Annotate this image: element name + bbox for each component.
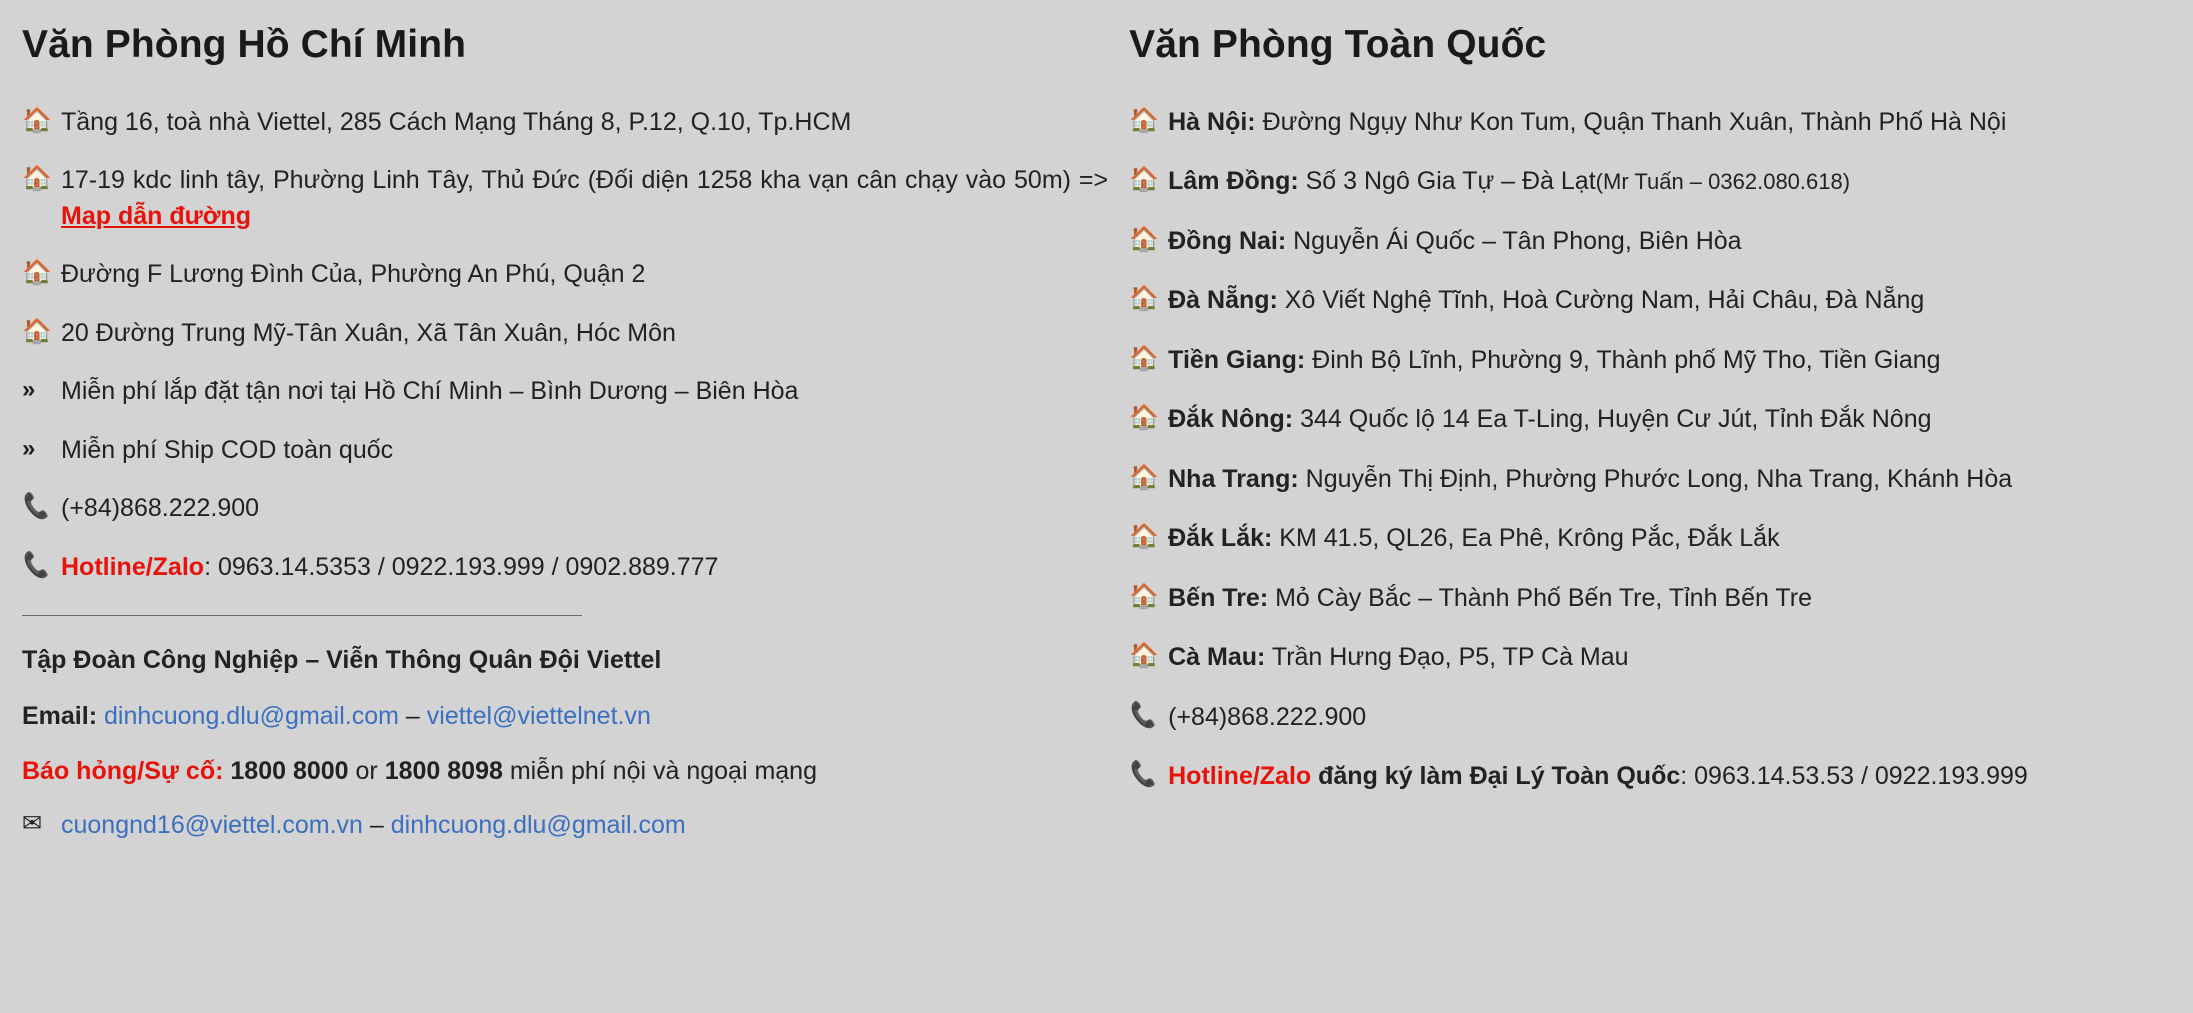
fault-label: Báo hỏng/Sự cố: — [22, 756, 224, 785]
address-row — [22, 163, 1108, 234]
national-office-column — [1128, 22, 2163, 1013]
map-direction-link[interactable]: Map dẫn đường — [61, 201, 252, 230]
branch-address: Nguyễn Ái Quốc – Tân Phong, Biên Hòa — [1286, 226, 1742, 255]
phone-row — [22, 491, 1108, 527]
branch-address: Đinh Bộ Lĩnh, Phường 9, Thành phố Mỹ Tho, Tiền Giang — [1305, 345, 1941, 374]
branch-name: Đà Nẵng: — [1168, 286, 1278, 315]
branch-address: Xô Viết Nghệ Tĩnh, Hoà Cường Nam, Hải Châu, Đà Nẵng — [1277, 286, 1925, 315]
branch-name: Đồng Nai: — [1168, 226, 1287, 255]
branch-row — [1129, 402, 2163, 438]
branch-text — [1168, 283, 2163, 319]
home-icon: 🏠 — [22, 165, 52, 193]
email-link-1[interactable]: dinhcuong.dlu@gmail.com — [103, 701, 399, 730]
home-icon: 🏠 — [1129, 523, 1160, 551]
branch-row — [1129, 283, 2163, 319]
branch-text — [1168, 343, 2163, 379]
hcm-office-column — [22, 22, 1128, 1013]
home-icon: 🏠 — [22, 317, 52, 345]
home-icon: 🏠 — [1129, 166, 1160, 194]
hotline-numbers[interactable]: 0963.14.5353 / 0922.193.999 / 0902.889.777 — [217, 552, 719, 581]
branch-row — [1129, 581, 2163, 617]
branch-name: Nha Trang: — [1168, 464, 1299, 493]
home-icon: 🏠 — [1129, 463, 1160, 491]
mail-link-2[interactable]: dinhcuong.dlu@gmail.com — [390, 811, 686, 840]
hotline-row — [1129, 759, 2163, 795]
phone-icon: 📞 — [20, 549, 53, 580]
branch-text — [1168, 402, 2163, 438]
branch-name: Hà Nội: — [1168, 107, 1256, 136]
address-text: Đường F Lương Đình Của, Phường An Phú, Quận 2 — [61, 260, 646, 289]
branch-address: Nguyễn Thị Định, Phường Phước Long, Nha Trang, Khánh Hòa — [1298, 464, 2013, 493]
address-row — [22, 316, 1108, 352]
branch-text — [1168, 164, 2163, 200]
email-link-2[interactable]: viettel@viettelnet.vn — [426, 701, 651, 730]
bullet-row — [22, 374, 1108, 410]
mail-links — [61, 808, 1108, 844]
hotline-separator: : — [1680, 762, 1695, 791]
branch-address: Mỏ Cày Bắc – Thành Phố Bến Tre, Tỉnh Bến Tre — [1268, 583, 1812, 612]
branch-address: Trần Hưng Đạo, P5, TP Cà Mau — [1265, 643, 1629, 672]
branch-text — [1168, 581, 2163, 617]
address-row — [22, 105, 1108, 141]
home-icon: 🏠 — [1129, 225, 1160, 253]
bullet-text: Miễn phí Ship COD toàn quốc — [61, 435, 394, 464]
branch-address: KM 41.5, QL26, Ea Phê, Krông Pắc, Đắk Lắk — [1272, 524, 1780, 553]
branch-name: Tiền Giang: — [1168, 345, 1306, 374]
branch-text — [1168, 640, 2163, 676]
phone-number[interactable]: (+84)868.222.900 — [61, 494, 260, 523]
home-icon: 🏠 — [1129, 404, 1160, 432]
address-text — [61, 163, 1108, 234]
branch-name: Đắk Nông: — [1168, 405, 1294, 434]
hotline-text — [61, 550, 1108, 586]
branch-text — [1168, 462, 2163, 498]
home-icon: 🏠 — [1129, 642, 1160, 670]
hotline-text — [1168, 759, 2163, 795]
mail-row — [22, 808, 1108, 844]
home-icon: 🏠 — [1129, 582, 1160, 610]
phone-number[interactable]: (+84)868.222.900 — [1168, 702, 1367, 731]
branch-row — [1129, 224, 2163, 260]
phone-row — [1129, 700, 2163, 736]
address-text: 20 Đường Trung Mỹ-Tân Xuân, Xã Tân Xuân, Hóc Môn — [61, 318, 676, 347]
email-label: Email: — [22, 701, 98, 730]
divider — [22, 615, 582, 616]
fault-report-line — [22, 753, 1108, 789]
branch-text — [1168, 521, 2163, 557]
address-text: Tầng 16, toà nhà Viettel, 285 Cách Mạng Tháng 8, P.12, Q.10, Tp.HCM — [61, 107, 852, 136]
branch-text — [1168, 224, 2163, 260]
fault-tail: miễn phí nội và ngoại mạng — [502, 756, 817, 785]
envelope-icon: ✉ — [22, 810, 43, 838]
branch-row — [1129, 343, 2163, 379]
branch-row — [1129, 640, 2163, 676]
home-icon: 🏠 — [1129, 285, 1160, 313]
fault-number-1: 1800 8000 — [230, 756, 349, 785]
branch-text — [1168, 105, 2163, 141]
hotline-separator: : — [204, 552, 218, 581]
mail-dash: – — [362, 811, 391, 840]
email-dash: – — [398, 701, 427, 730]
branch-name: Bến Tre: — [1168, 583, 1269, 612]
hotline-label: Hotline/Zalo — [61, 552, 205, 581]
fault-or: or — [348, 756, 385, 785]
national-office-title: Văn Phòng Toàn Quốc — [1129, 23, 1547, 66]
branch-row — [1129, 105, 2163, 141]
branch-name: Lâm Đồng: — [1168, 167, 1299, 196]
branch-name: Cà Mau: — [1168, 643, 1266, 672]
double-chevron-icon: » — [22, 434, 34, 462]
home-icon: 🏠 — [22, 106, 52, 134]
mail-link-1[interactable]: cuongnd16@viettel.com.vn — [61, 811, 363, 840]
bullet-text: Miễn phí lắp đặt tận nơi tại Hồ Chí Minh – Bình Dương – Biên Hòa — [61, 377, 799, 406]
hotline-numbers[interactable]: 0963.14.53.53 / 0922.193.999 — [1694, 762, 2028, 791]
fault-number-2: 1800 8098 — [384, 756, 503, 785]
hotline-row — [22, 550, 1108, 586]
double-chevron-icon: » — [22, 376, 34, 404]
hotline-mid: đăng ký làm Đại Lý Toàn Quốc — [1311, 762, 1681, 791]
branch-row — [1129, 164, 2163, 200]
branch-note: (Mr Tuấn – 0362.080.618) — [1595, 169, 1851, 195]
home-icon: 🏠 — [1129, 106, 1160, 134]
branch-address: 344 Quốc lộ 14 Ea T-Ling, Huyện Cư Jút, Tỉnh Đắk Nông — [1293, 405, 1932, 434]
phone-icon: 📞 — [1127, 699, 1160, 730]
branch-row — [1129, 521, 2163, 557]
hcm-office-title: Văn Phòng Hồ Chí Minh — [22, 23, 467, 66]
address-row — [22, 257, 1108, 293]
email-line — [22, 698, 1108, 734]
company-name: Tập Đoàn Công Nghiệp – Viễn Thông Quân Đội Viettel — [22, 646, 662, 675]
phone-icon: 📞 — [20, 491, 53, 522]
branch-row — [1129, 462, 2163, 498]
home-icon: 🏠 — [1129, 344, 1160, 372]
branch-address: Đường Ngụy Như Kon Tum, Quận Thanh Xuân, Thành Phố Hà Nội — [1255, 107, 2007, 136]
bullet-row — [22, 433, 1108, 469]
branch-address: Số 3 Ngô Gia Tự – Đà Lạt — [1298, 167, 1596, 196]
home-icon: 🏠 — [22, 259, 52, 287]
branch-name: Đắk Lắk: — [1168, 524, 1273, 553]
address-text-part: 17-19 kdc linh tây, Phường Linh Tây, Thủ Đức (Đối diện 1258 kha vạn cân chạy vào 50m) => — [61, 166, 1109, 195]
phone-icon: 📞 — [1127, 759, 1160, 790]
hotline-label: Hotline/Zalo — [1168, 762, 1312, 791]
